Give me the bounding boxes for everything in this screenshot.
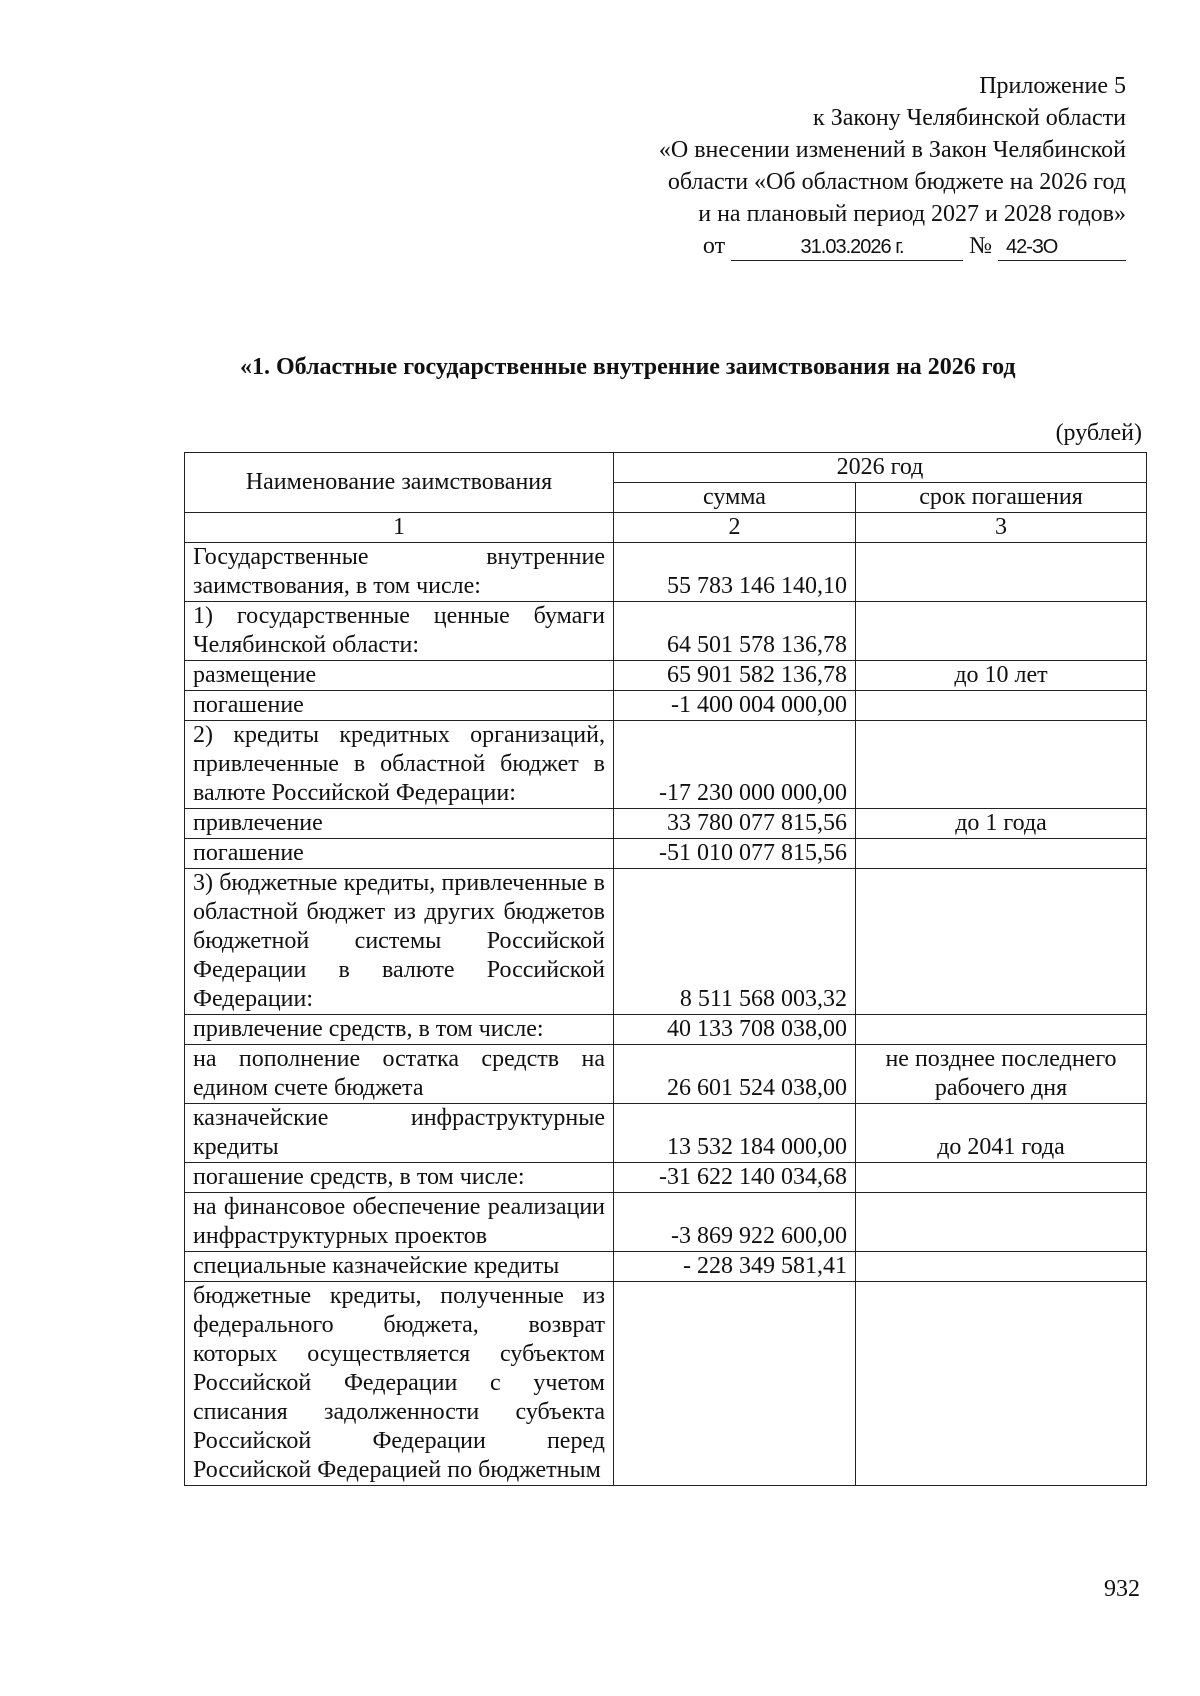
header-name-cell: Наименование заимствования [185,453,614,513]
number-label: № [969,233,992,259]
table-row [185,1163,1147,1193]
header-line-1: Приложение 5 [979,73,1126,99]
row-term-cell [856,1193,1147,1252]
row-term-cell [856,869,1147,1015]
row-sum-cell: -51 010 077 815,56 [614,839,856,869]
row-sum-cell: 26 601 524 038,00 [614,1045,856,1104]
row-sum-cell [614,1282,856,1486]
row-name-cell: погашение средств, в том числе: [185,1163,614,1193]
table-row [185,1045,1147,1104]
row-sum-cell: 13 532 184 000,00 [614,1104,856,1163]
from-label: от [702,233,726,259]
column-number-1: 1 [185,513,614,543]
table-row [185,543,1147,602]
row-term-cell [856,839,1147,869]
row-sum-cell: 55 783 146 140,10 [614,543,856,602]
row-name-cell: казначейские инфраструктурные кредиты [185,1104,614,1163]
table-row [185,661,1147,691]
table-header-row [185,453,1147,483]
table-row [185,721,1147,809]
header-line-4: области «Об областном бюджете на 2026 год [667,169,1126,195]
table-row [185,1104,1147,1163]
row-term-cell: до 1 года [856,809,1147,839]
table-row [185,1252,1147,1282]
appendix-header [659,70,1126,262]
row-term-cell [856,1163,1147,1193]
table-row [185,602,1147,661]
table-row [185,839,1147,869]
row-sum-cell: 65 901 582 136,78 [614,661,856,691]
row-sum-cell: 40 133 708 038,00 [614,1015,856,1045]
table-row [185,869,1147,1015]
table-row [185,809,1147,839]
table-row [185,1015,1147,1045]
row-name-cell: на финансовое обеспечение реализации инфраструктурных проектов [185,1193,614,1252]
row-name-cell: бюджетные кредиты, полученные из федерального бюджета, возврат которых осуществляется субъектом Российской Федерации с учетом списания задолженности субъекта Российской Федерации перед Российской Федерацией по бюджетным [185,1282,614,1486]
row-term-cell [856,543,1147,602]
row-term-cell [856,721,1147,809]
row-sum-cell: -17 230 000 000,00 [614,721,856,809]
borrowings-table [184,452,1147,1486]
column-number-2: 2 [614,513,856,543]
row-name-cell: привлечение [185,809,614,839]
column-number-row [185,513,1147,543]
header-sum-cell: сумма [614,483,856,513]
table-row [185,1193,1147,1252]
row-sum-cell: -3 869 922 600,00 [614,1193,856,1252]
header-line-5: и на плановый период 2027 и 2028 годов» [698,201,1126,227]
header-line-3: «О внесении изменений в Закон Челябинской [658,137,1126,163]
row-name-cell: погашение [185,691,614,721]
row-name-cell: размещение [185,661,614,691]
row-sum-cell: -31 622 140 034,68 [614,1163,856,1193]
table-body [185,543,1147,1486]
row-name-cell: 2) кредиты кредитных организаций, привлеченные в областной бюджет в валюте Российской Федерации: [185,721,614,809]
row-term-cell [856,1282,1147,1486]
row-term-cell [856,691,1147,721]
units-label: (рублей) [1055,420,1142,446]
column-number-3: 3 [856,513,1147,543]
row-name-cell: 1) государственные ценные бумаги Челябинской области: [185,602,614,661]
row-sum-cell: 33 780 077 815,56 [614,809,856,839]
law-number: 42-ЗО [998,234,1126,261]
header-line-2: к Закону Челябинской области [813,105,1126,131]
row-name-cell: специальные казначейские кредиты [185,1252,614,1282]
header-signature-line [659,230,1126,262]
page-number: 932 [1104,1576,1140,1602]
row-name-cell: на пополнение остатка средств на едином счете бюджета [185,1045,614,1104]
row-name-cell: Государственные внутренние заимствования, в том числе: [185,543,614,602]
table-row [185,1282,1147,1486]
row-term-cell: до 10 лет [856,661,1147,691]
row-term-cell [856,602,1147,661]
row-sum-cell: 64 501 578 136,78 [614,602,856,661]
header-term-cell: срок погашения [856,483,1147,513]
row-name-cell: привлечение средств, в том числе: [185,1015,614,1045]
row-term-cell: не позднее последнего рабочего дня [856,1045,1147,1104]
table-row [185,691,1147,721]
row-sum-cell: - 228 349 581,41 [614,1252,856,1282]
row-term-cell: до 2041 года [856,1104,1147,1163]
row-name-cell: погашение [185,839,614,869]
row-name-cell: 3) бюджетные кредиты, привлеченные в областной бюджет из других бюджетов бюджетной системы Российской Федерации в валюте Российской Федерации: [185,869,614,1015]
row-sum-cell: -1 400 004 000,00 [614,691,856,721]
law-date: 31.03.2026 г. [731,234,963,261]
row-term-cell [856,1015,1147,1045]
section-title: «1. Областные государственные внутренние заимствования на 2026 год [240,354,1016,380]
row-sum-cell: 8 511 568 003,32 [614,869,856,1015]
row-term-cell [856,1252,1147,1282]
header-year-cell: 2026 год [614,453,1147,483]
